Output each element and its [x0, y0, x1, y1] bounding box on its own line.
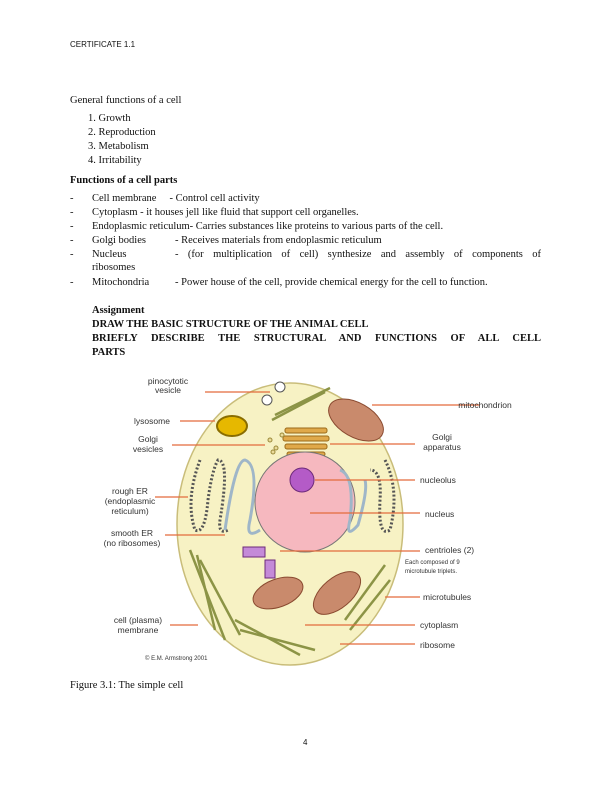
cell-parts-title: Functions of a cell parts [70, 175, 178, 186]
label-ribosome: ribosome [420, 640, 455, 650]
assignment-line: DRAW THE BASIC STRUCTURE OF THE ANIMAL CELL [92, 319, 369, 330]
label-cell-membrane: cell (plasma) [113, 615, 163, 625]
bullet: - [70, 207, 74, 218]
label-smooth-er: (no ribosomes) [103, 538, 161, 548]
label-centrioles-note: microtubule triplets. [405, 569, 458, 575]
label-centrioles: centrioles (2) [425, 545, 475, 555]
list-item: Cytoplasm - it houses jell like fluid that support cell organelles. [92, 207, 359, 218]
bullet: - [70, 249, 74, 260]
label-pinocytotic: pinocytotic [147, 376, 189, 386]
label-rough-er: (endoplasmic [104, 496, 156, 506]
nucleus [255, 452, 355, 552]
list-item: Cell membrane - Control cell activity [92, 193, 260, 204]
label-cytoplasm: cytoplasm [420, 620, 459, 630]
list-item: 4. Irritability [88, 155, 142, 166]
list-item-desc: - Power house of the cell, provide chemical energy for the cell to function. [175, 277, 488, 288]
label-lysosome: lysosome [134, 416, 170, 426]
list-item: 1. Growth [88, 113, 131, 124]
figure-caption: Figure 3.1: The simple cell [70, 680, 184, 691]
label-centrioles-note: Each composed of 9 [405, 560, 460, 566]
label-cell-membrane: membrane [117, 625, 159, 635]
label-rough-er: rough ER [112, 486, 148, 496]
label-pinocytotic: vesicle [155, 385, 181, 395]
assignment-line: PARTS [92, 347, 126, 358]
label-nucleus: nucleus [425, 509, 455, 519]
bullet: - [70, 235, 74, 246]
animal-cell-diagram [100, 360, 550, 670]
pinocytotic-vesicle [262, 395, 272, 405]
lysosome [217, 416, 247, 436]
pinocytotic-vesicle [275, 382, 285, 392]
nucleolus [290, 468, 314, 492]
list-item-name: Golgi bodies [92, 235, 146, 246]
label-golgi-vesicles: vesicles [132, 444, 164, 454]
general-functions-title: General functions of a cell [70, 95, 182, 106]
list-item-name: Mitochondria [92, 277, 150, 288]
bullet: - [70, 193, 74, 204]
list-item-cont: ribosomes [92, 262, 136, 273]
assignment-line: BRIEFLY DESCRIBE THE STRUCTURAL AND FUNCTIONS OF ALL CELL [92, 333, 541, 344]
bullet: - [70, 221, 74, 232]
bullet: - [70, 277, 74, 288]
label-microtubules: microtubules [423, 592, 472, 602]
list-item: Endoplasmic reticulum- Carries substances like proteins to various parts of the cell. [92, 221, 444, 232]
list-item-desc: - (for multiplication of cell) synthesize and assembly of components of [175, 249, 541, 260]
list-item: 2. Reproduction [88, 127, 156, 138]
list-item-name: Nucleus [92, 249, 127, 260]
list-item: 3. Metabolism [88, 141, 149, 152]
copyright-notice: © E.M. Armstrong 2001 [145, 656, 208, 662]
label-mitochondrion: mitochondrion [458, 400, 512, 410]
list-item-desc: - Receives materials from endoplasmic reticulum [175, 235, 382, 246]
label-golgi-apparatus: apparatus [423, 442, 461, 452]
label-smooth-er: smooth ER [110, 528, 154, 538]
assignment-title: Assignment [92, 305, 145, 316]
label-golgi-apparatus: Golgi [432, 432, 452, 442]
page-number: 4 [303, 738, 308, 747]
label-nucleolus: nucleolus [420, 475, 456, 485]
label-rough-er: reticulum) [111, 506, 149, 516]
page-header: CERTIFICATE 1.1 [70, 40, 136, 49]
label-golgi-vesicles: Golgi [138, 434, 158, 444]
